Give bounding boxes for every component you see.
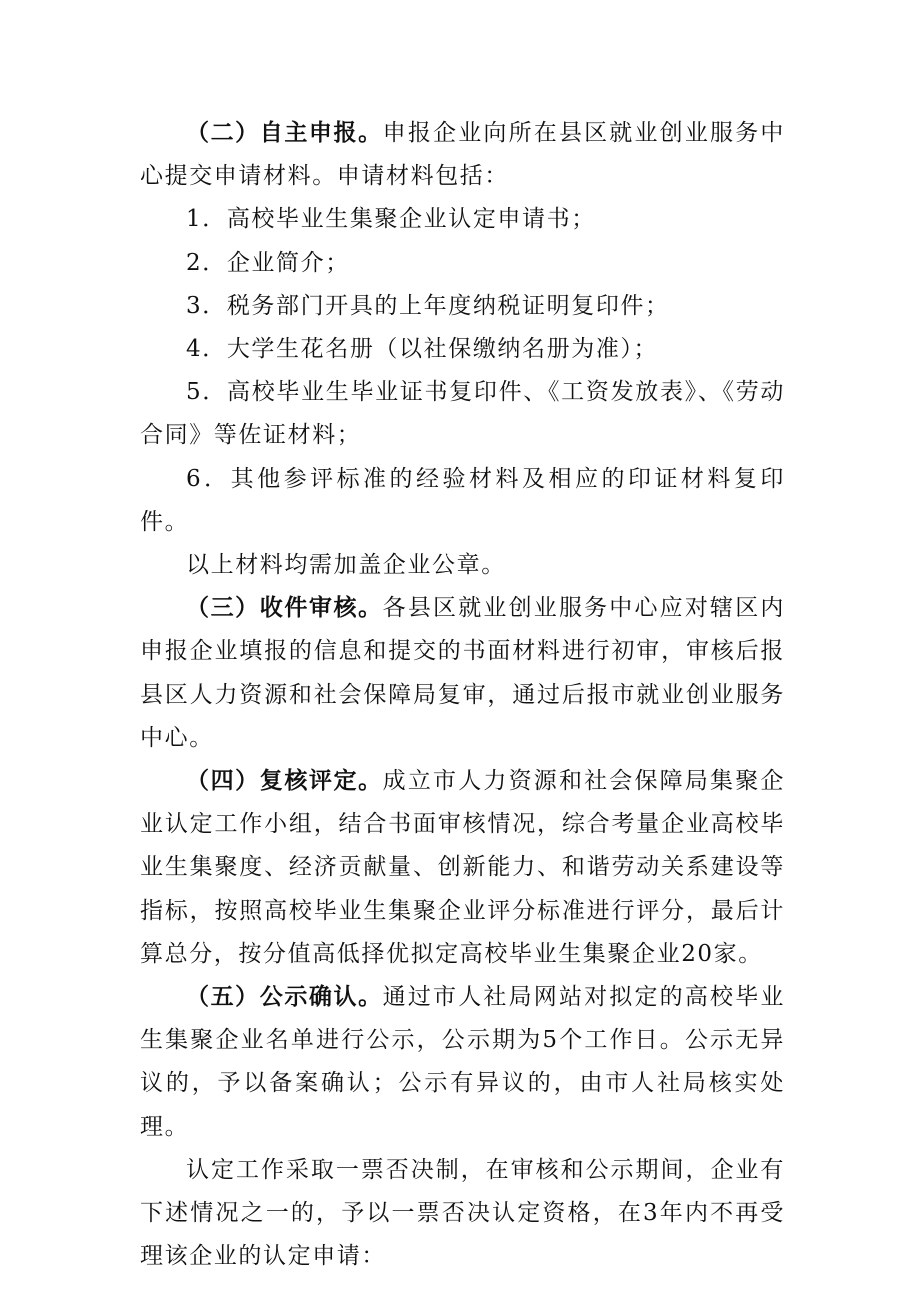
section-text: 申报企业向所在县区就业创业服务中心提交申请材料。申请材料包括： [140,120,786,190]
list-item: 3．税务部门开具的上年度纳税证明复印件； [186,292,670,319]
section-heading: （二）自主申报。 [186,120,383,146]
section-reassessment [140,760,785,976]
seal-note: 以上材料均需加盖企业公章。 [186,552,506,579]
list-item: 1．高校毕业生集聚企业认定申请书； [186,206,596,233]
list-item: 2．企业简介； [186,249,350,276]
section-heading: （四）复核评定。 [186,768,383,795]
list-item: 6．其他参评标准的经验材料及相应的印证材料复印件。 [140,465,785,535]
section-publicity [140,976,785,1149]
section-text: 各县区就业创业服务中心应对辖区内申报企业填报的信息和提交的书面材料进行初审，审核后报县区人力资源和社会保障局复审，通过后报市就业创业服务中心。 [140,595,786,751]
list-item: 4．大学生花名册（以社保缴纳名册为准）； [186,336,659,363]
section-heading: （三）收件审核。 [186,595,383,622]
section-heading: （五）公示确认。 [186,984,383,1011]
section-text: 成立市人力资源和社会保障局集聚企业认定工作小组，结合书面审核情况，综合考量企业高校毕业生集聚度、经济贡献量、创新能力、和谐劳动关系建设等指标，按照高校毕业生集聚企业评分标准进行评分，最后计算总分，按分值高低择优拟定高校毕业生集聚企业20家。 [140,768,786,967]
list-item: 5．高校毕业生毕业证书复印件、《工资发放表》、《劳动合同》等佐证材料； [140,379,785,449]
section-self-application [140,112,785,198]
document-body [140,112,785,1278]
veto-paragraph: 认定工作采取一票否决制，在审核和公示期间，企业有下述情况之一的，予以一票否决认定资格，在3年内不再受理该企业的认定申请： [140,1156,785,1270]
section-text: 通过市人社局网站对拟定的高校毕业生集聚企业名单进行公示，公示期为5个工作日。公示无异议的，予以备案确认；公示有异议的，由市人社局核实处理。 [140,984,786,1140]
section-review [140,587,785,760]
